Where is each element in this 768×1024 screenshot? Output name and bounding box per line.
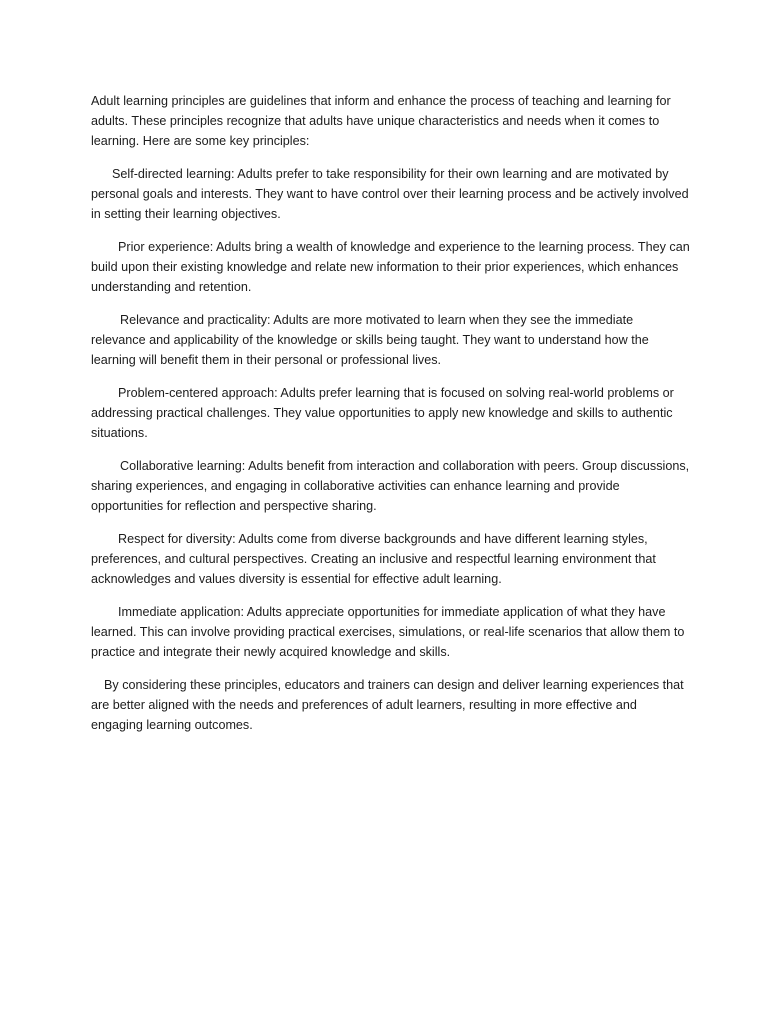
conclusion-paragraph: By considering these principles, educators and trainers can design and deliver learning experiences that are better aligned with the needs and preferences of adult learners, resulting in more effective and engaging learning outcomes. — [91, 678, 684, 732]
principle-problem-centered: Problem-centered approach: Adults prefer learning that is focused on solving real-world problems or addressing practical challenges. They value opportunities to apply new knowledge and skills to authentic situations. — [91, 386, 674, 440]
principle-relevance-practicality: Relevance and practicality: Adults are more motivated to learn when they see the immediate relevance and applicability of the knowledge or skills being taught. They want to understand how the learning will benefit them in their personal or professional lives. — [91, 313, 649, 367]
principle-prior-experience: Prior experience: Adults bring a wealth of knowledge and experience to the learning process. They can build upon their existing knowledge and relate new information to their prior experiences, which enhances understanding and retention. — [91, 240, 690, 294]
principle-immediate-application: Immediate application: Adults appreciate opportunities for immediate application of what they have learned. This can involve providing practical exercises, simulations, or real-life scenarios that allow them to practice and integrate their newly acquired knowledge and skills. — [91, 605, 685, 659]
principle-respect-diversity: Respect for diversity: Adults come from diverse backgrounds and have different learning styles, preferences, and cultural perspectives. Creating an inclusive and respectful learning environment that acknowledges and values diversity is essential for effective adult learning. — [91, 532, 656, 586]
document-body — [91, 91, 691, 748]
intro-paragraph: Adult learning principles are guidelines that inform and enhance the process of teaching and learning for adults. These principles recognize that adults have unique characteristics and needs when it comes to learning. Here are some key principles: — [91, 94, 671, 148]
principle-collaborative-learning: Collaborative learning: Adults benefit from interaction and collaboration with peers. Group discussions, sharing experiences, and engaging in collaborative activities can enhance learning and provide opportunities for reflection and perspective sharing. — [91, 459, 690, 513]
principle-self-directed-learning: Self-directed learning: Adults prefer to take responsibility for their own learning and are motivated by personal goals and interests. They want to have control over their learning process and be actively involved in setting their learning objectives. — [91, 167, 689, 221]
